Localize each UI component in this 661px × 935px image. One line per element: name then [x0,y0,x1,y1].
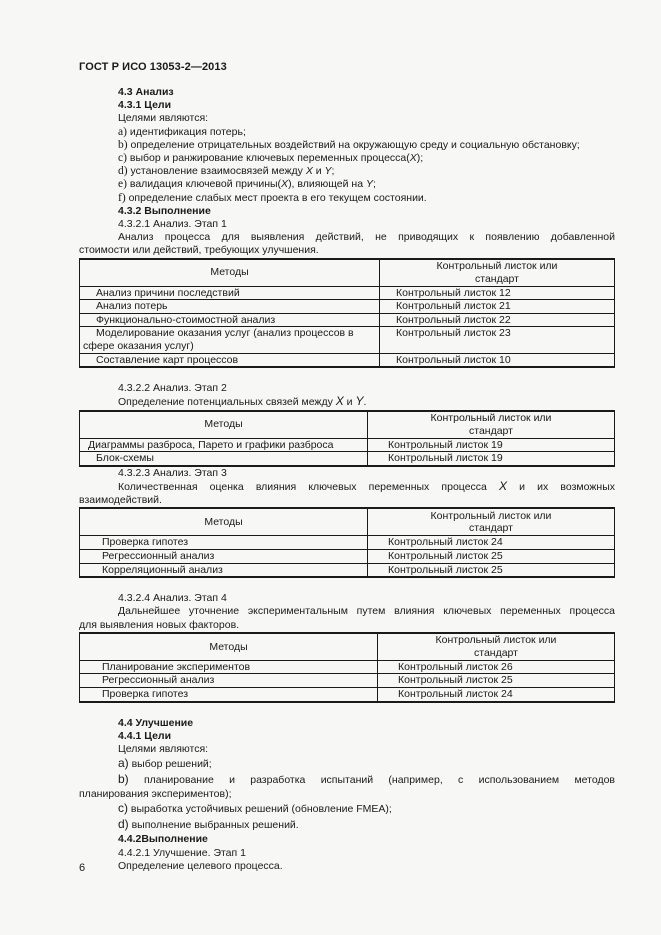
table-row: Проверка гипотез Контрольный листок 24 [80,687,615,701]
list-item: a) выбор решений; [118,756,212,771]
table-row: Диаграммы разброса, Парето и графики разброса Контрольный листок 19 [80,438,615,452]
list-item: c) выработка устойчивых решений (обновление FMEA); [118,801,392,816]
list-item: f) определение слабых мест проекта в его текущем состоянии. [118,191,427,204]
clause-title: 4.3.2.4 Анализ. Этап 4 [118,592,227,605]
list-item: a) идентификация потерь; [118,125,246,138]
column-header: Методы [80,411,368,439]
intro-text: Целями являются: [118,742,209,755]
subsection-heading: 4.3.1 Цели [118,99,172,112]
methods-table [79,632,615,703]
methods-table [79,507,615,578]
column-header: Контрольный листок или стандарт [368,411,615,439]
table-row: Проверка гипотез Контрольный листок 24 [80,536,615,550]
table-row: Анализ потерь Контрольный листок 21 [80,300,615,314]
list-item: d) выполнение выбранных решений. [118,817,299,832]
table-row: Планирование экспериментов Контрольный листок 26 [80,660,615,674]
column-header: Методы [80,633,378,661]
document-body [79,86,615,873]
clause-description: Определение потенциальных связей между X и Y. [118,394,367,409]
list-item-continuation: планирования экспериментов); [79,788,232,801]
table-row: Регрессионный анализ Контрольный листок 25 [80,674,615,688]
clause-title: 4.3.2.2 Анализ. Этап 2 [118,382,227,395]
clause-description: для выявления новых факторов. [79,618,240,631]
table-row: Регрессионный анализ Контрольный листок 25 [80,550,615,564]
list-item: c) выбор и ранжирование ключевых переменных процесса(X); [118,152,424,165]
methods-table [79,258,615,369]
column-header: Методы [80,508,368,536]
column-header: Контрольный листок или стандарт [380,259,615,287]
intro-text: Целями являются: [118,112,209,125]
page-number: 6 [79,862,86,874]
clause-title: 4.3.2.1 Анализ. Этап 1 [118,218,227,231]
table-row: Моделирование оказания услуг (анализ процессов в сфере оказания услуг) Контрольный листок 23 [80,327,615,353]
table-row: Составление карт процессов Контрольный листок 10 [80,353,615,367]
clause-description: Дальнейшее уточнение экспериментальным путем влияния ключевых переменных процесса [118,605,615,618]
section-heading: 4.3 Анализ [118,86,174,98]
list-item: e) валидация ключевой причины(X), влияющей на Y; [118,178,376,191]
list-item: b) планирование и разработка испытаний (например, с использованием методов [118,772,616,787]
clause-description: Количественная оценка влияния ключевых переменных процесса X и их возможных [118,479,615,493]
subsection-heading: 4.4.1 Цели [118,729,172,742]
subsection-heading: 4.3.2 Выполнение [118,204,211,217]
clause-description: Анализ процесса для выявления действий, не приводящих к появлению добавленной [118,231,615,244]
list-item: b) определение отрицательных воздействий на окружающую среду и социальную обстановку; [118,138,580,151]
clause-title: 4.3.2.3 Анализ. Этап 3 [118,466,227,479]
list-item: d) установление взаимосвязей между X и Y; [118,165,335,178]
section-heading: 4.4 Улучшение [118,716,194,729]
methods-table [79,410,615,467]
column-header: Методы [80,259,380,287]
column-header: Контрольный листок или стандарт [368,508,615,536]
subsection-heading: 4.4.2Выполнение [118,833,208,846]
table-row: Блок-схемы Контрольный листок 19 [80,452,615,466]
table-row: Функционально-стоимостной анализ Контрольный листок 22 [80,313,615,327]
clause-description: стоимости или действий, требующих улучшения. [79,244,319,257]
column-header: Контрольный листок или стандарт [378,633,615,661]
page-header: ГОСТ Р ИСО 13053-2—2013 [79,61,227,73]
table-row: Анализ причини последствий Контрольный листок 12 [80,286,615,300]
clause-title: 4.4.2.1 Улучшение. Этап 1 [118,846,246,859]
clause-description: взаимодействий. [79,494,162,507]
clause-description: Определение целевого процесса. [118,859,283,872]
table-row: Корреляционный анализ Контрольный листок 25 [80,563,615,577]
